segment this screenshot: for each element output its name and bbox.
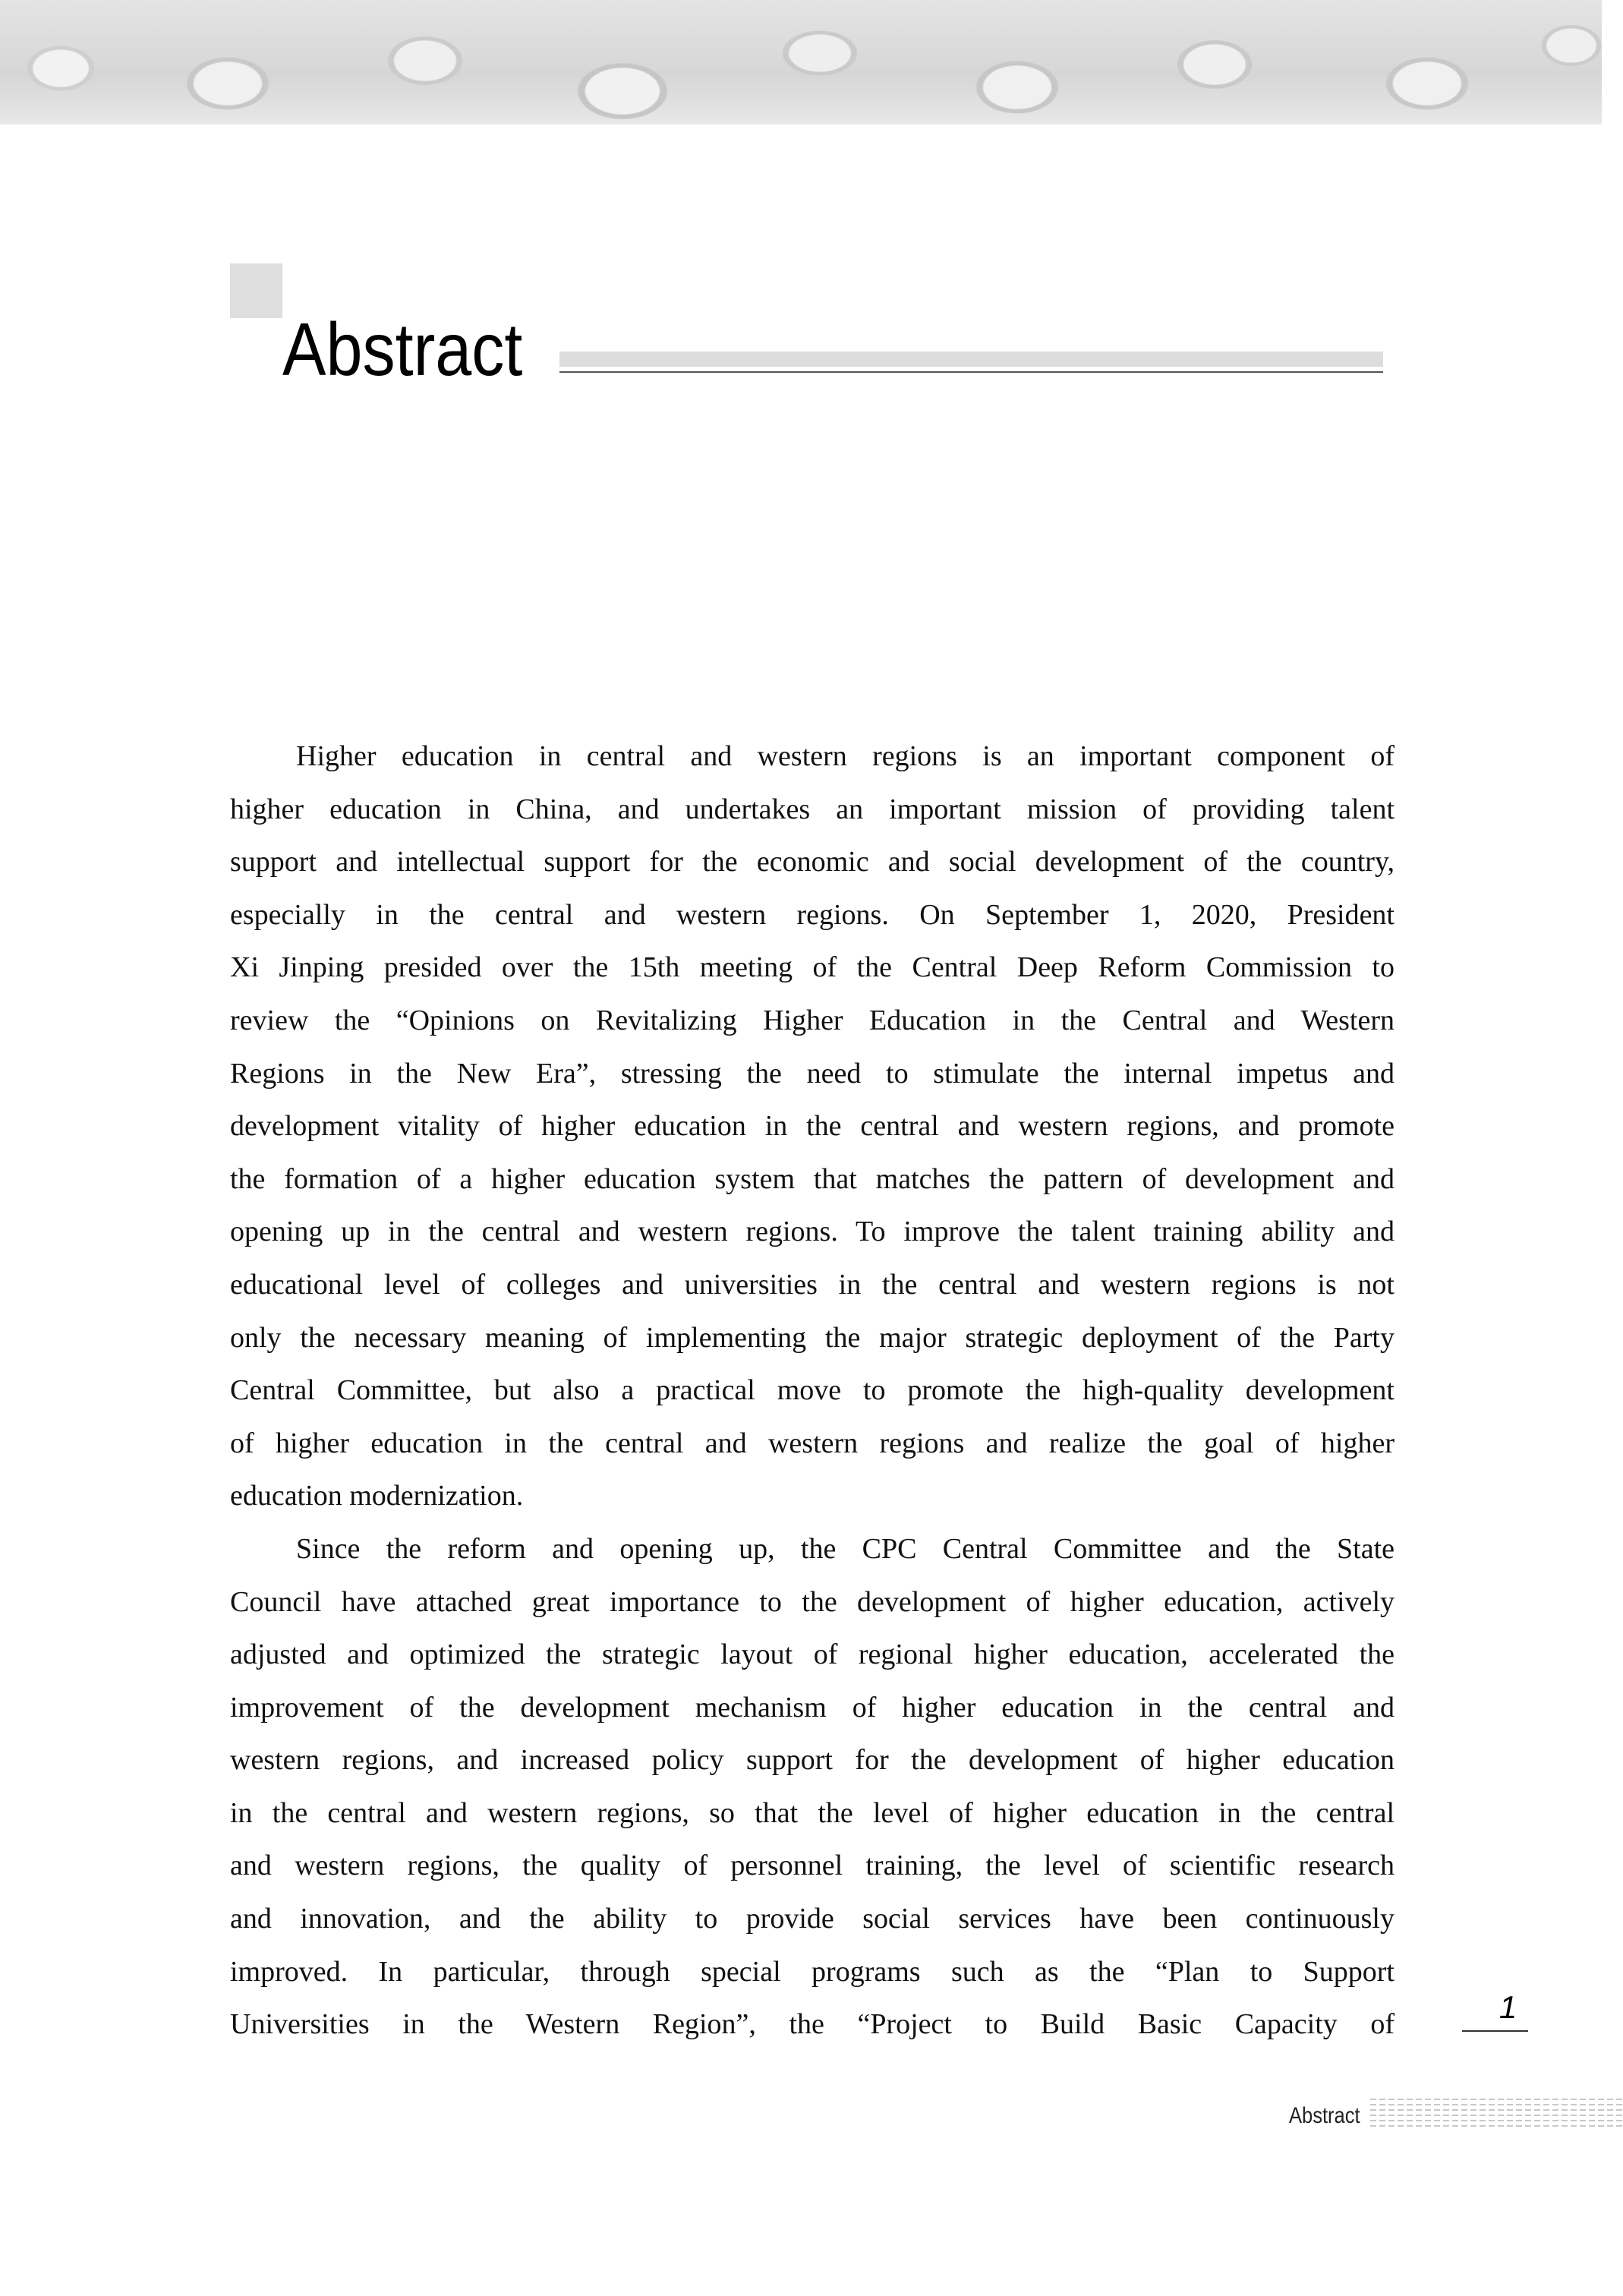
text-line: western regions, and increased policy support for the development of higher education [230, 1744, 1395, 1777]
text-line: support and intellectual support for the economic and social development of the country, [230, 846, 1395, 878]
text-line: Since the reform and opening up, the CPC Central Committee and the State [296, 1532, 1395, 1565]
title-marker-square [230, 263, 282, 318]
text-line: Higher education in central and western regions is an important component of [296, 740, 1395, 772]
paragraph [230, 730, 1395, 1523]
text-line: opening up in the central and western regions. To improve the talent training ability and [230, 1216, 1395, 1248]
text-line: and western regions, the quality of personnel training, the level of scientific research [230, 1850, 1395, 1882]
text-line: Central Committee, but also a practical move to promote the high-quality development [230, 1374, 1395, 1407]
decorative-cloud-header [0, 0, 1602, 125]
text-line: and innovation, and the ability to provide social services have been continuously [230, 1903, 1395, 1935]
page-number-underline [1462, 2030, 1528, 2032]
abstract-body [230, 730, 1395, 2052]
text-line: Regions in the New Era”, stressing the need to stimulate the internal impetus and [230, 1057, 1395, 1090]
text-line: development vitality of higher education in the central and western regions, and promote [230, 1110, 1395, 1143]
text-line: review the “Opinions on Revitalizing Higher Education in the Central and Western [230, 1004, 1395, 1036]
text-line: Universities in the Western Region”, the “Project to Build Basic Capacity of [230, 2008, 1395, 2041]
paragraph [230, 1523, 1395, 2052]
text-line: education modernization. [230, 1480, 524, 1512]
text-line: especially in the central and western regions. On September 1, 2020, President [230, 898, 1395, 931]
text-line: educational level of colleges and universities in the central and western regions is not [230, 1268, 1395, 1301]
title-bar [559, 352, 1383, 367]
text-line: in the central and western regions, so that the level of higher education in the central [230, 1796, 1395, 1829]
page-number: 1 [1499, 1989, 1517, 2025]
page-title: Abstract [282, 308, 523, 391]
text-line: the formation of a higher education system that matches the pattern of development and [230, 1162, 1395, 1195]
footer-dot-pattern [1370, 2099, 1623, 2127]
title-rule [559, 371, 1383, 373]
text-line: Council have attached great importance to the development of higher education, actively [230, 1585, 1395, 1618]
text-line: of higher education in the central and western regions and realize the goal of higher [230, 1427, 1395, 1459]
text-line: adjusted and optimized the strategic layout of regional higher education, accelerated the [230, 1638, 1395, 1671]
text-line: improved. In particular, through special programs such as the “Plan to Support [230, 1955, 1395, 1988]
text-line: only the necessary meaning of implementing the major strategic deployment of the Party [230, 1321, 1395, 1354]
text-line: higher education in China, and undertakes an important mission of providing talent [230, 793, 1395, 825]
text-line: Xi Jinping presided over the 15th meeting of the Central Deep Reform Commission to [230, 951, 1395, 984]
running-footer-title: Abstract [1289, 2103, 1360, 2128]
text-line: improvement of the development mechanism of higher education in the central and [230, 1691, 1395, 1724]
